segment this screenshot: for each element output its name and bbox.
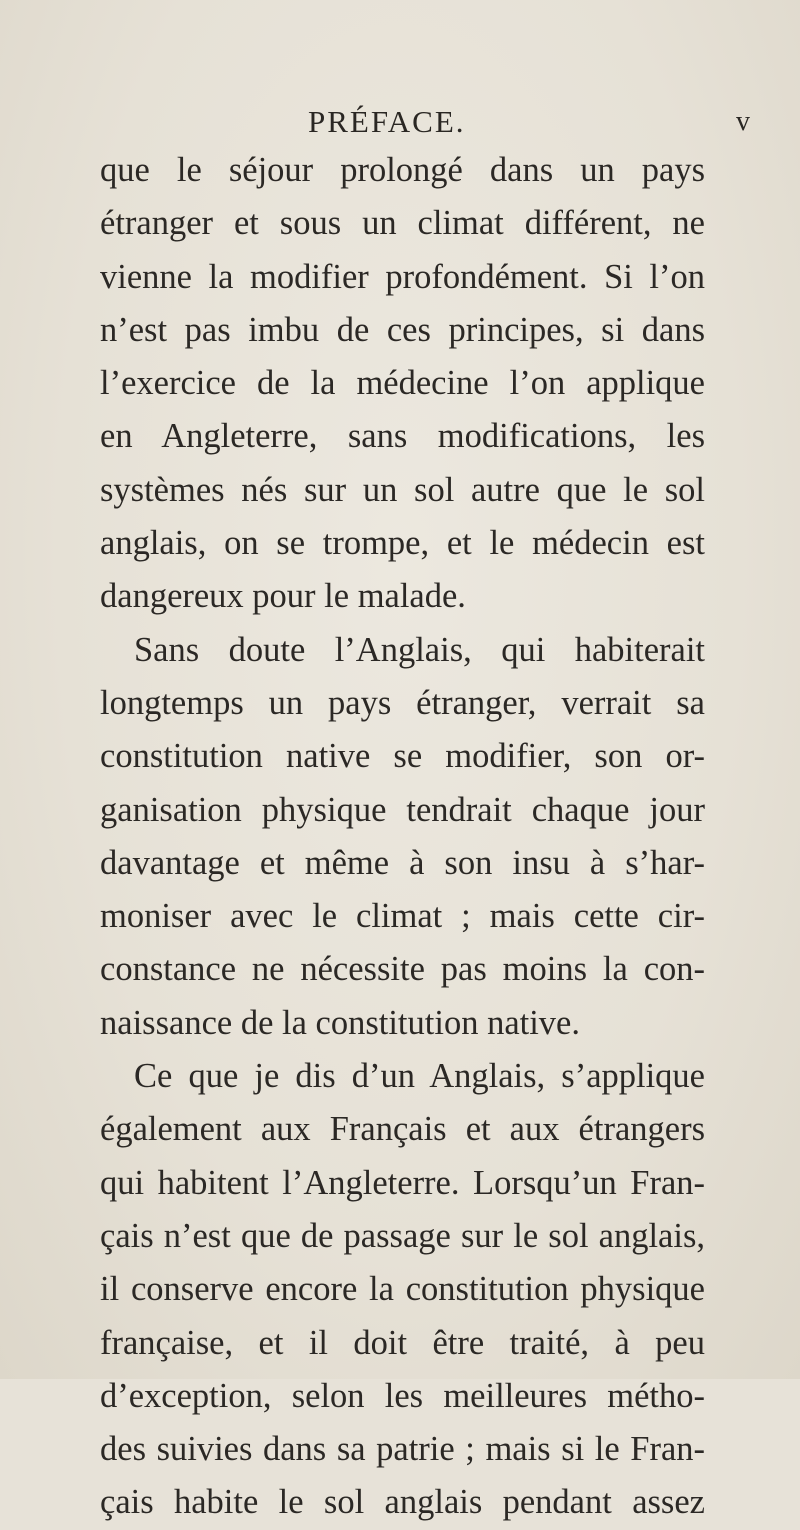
text-line: ganisation physique tendrait chaque jour	[100, 790, 705, 829]
text-line: vienne la modifier profondément. Si l’on	[100, 257, 705, 296]
text-line: Sans doute l’Anglais, qui habiterait	[134, 630, 705, 669]
text-line: dangereux pour le malade.	[100, 577, 466, 616]
text-line: naissance de la constitution native.	[100, 1003, 580, 1042]
text-line: également aux Français et aux étrangers	[100, 1110, 705, 1149]
text-line: qui habitent l’Angleterre. Lorsqu’un Fran-	[100, 1163, 705, 1202]
text-line: constitution native se modifier, son or-	[100, 737, 705, 776]
text-line: longtemps un pays étranger, verrait sa	[100, 683, 705, 722]
text-line: l’exercice de la médecine l’on applique	[100, 364, 705, 403]
text-line: çais habite le sol anglais pendant assez	[100, 1483, 705, 1522]
text-line: çais n’est que de passage sur le sol anglais,	[100, 1216, 705, 1255]
page-number: v	[736, 106, 750, 137]
text-line: systèmes nés sur un sol autre que le sol	[100, 470, 705, 509]
text-line: des suivies dans sa patrie ; mais si le Fran-	[100, 1430, 705, 1469]
text-line: Ce que je dis d’un Anglais, s’applique	[134, 1057, 705, 1096]
page-header	[0, 104, 800, 144]
text-line: française, et il doit être traité, à peu	[100, 1323, 705, 1362]
text-line: anglais, on se trompe, et le médecin est	[100, 524, 705, 563]
text-line: étranger et sous un climat différent, ne	[100, 204, 705, 243]
body-text	[100, 144, 705, 1530]
text-line: il conserve encore la constitution physique	[100, 1270, 705, 1309]
text-line: en Angleterre, sans modifications, les	[100, 417, 705, 456]
running-head: PRÉFACE.	[308, 104, 466, 139]
text-line: n’est pas imbu de ces principes, si dans	[100, 310, 705, 349]
text-line: moniser avec le climat ; mais cette cir-	[100, 897, 705, 936]
text-line: que le séjour prolongé dans un pays	[100, 151, 705, 189]
text-line: d’exception, selon les meilleures métho-	[100, 1376, 705, 1415]
text-line: davantage et même à son insu à s’har-	[100, 843, 705, 882]
text-line: constance ne nécessite pas moins la con-	[100, 950, 705, 989]
